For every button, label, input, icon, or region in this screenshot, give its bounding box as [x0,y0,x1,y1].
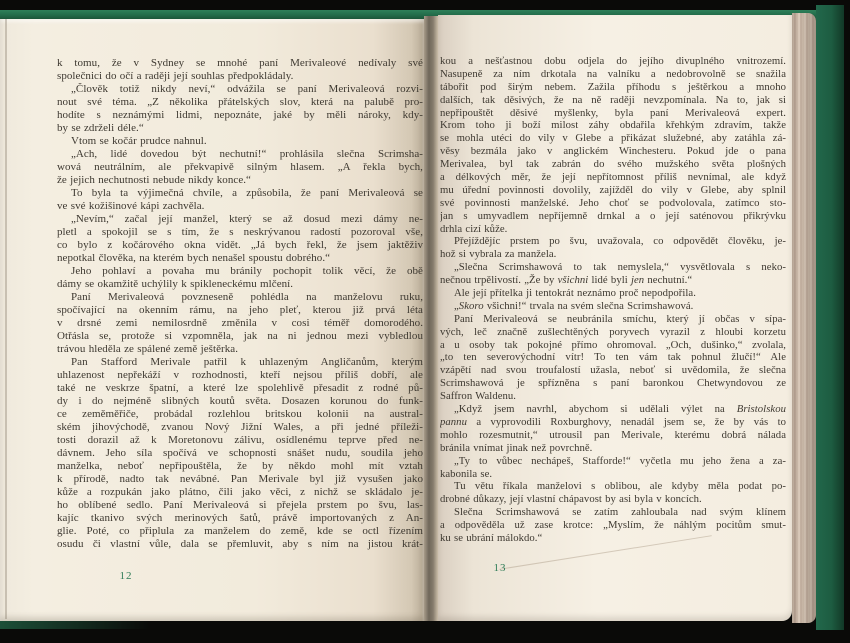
text-line: hodíte s neznámými lidmi, nepoznáte, jaké by měli nároky, kdy- [57,109,423,121]
text-line: ve své kožišinové kápi zachvěla. [57,200,205,212]
text-line: Pan Stafford Merivale patřil k uhlazeným Angličanům, kterým [71,356,423,368]
text-line: Vtom se kočár prudce nahnul. [71,135,207,147]
text-line: mu úřední povinnosti dovolily, zajížděl do vily v Glebe, aby splnil [440,183,786,196]
text-line: Merivalea, byl tak zabrán do svého mužského světa plošných [440,158,786,171]
text-line: „Slečna Scrimshawová to tak nemyslela,“ vysvětlovala s neko- [454,261,786,274]
text-line: by se zdrželi déle.“ [57,122,144,134]
text-line: tábořit pod širým nebem. Zažila příhodu s ještěrkou a mnoho [440,80,786,93]
text-line: k tomu, že v Sydney se mnohé paní Merivaleové nedívaly své [57,57,423,69]
page-edge-stack [792,13,816,623]
text-line: Ale její přítelka ji tentokrát neznámo proč nepodpořila. [454,287,696,300]
text-line: nout své téma. „Z několika přátelských slov, která na palubě pro- [57,96,423,108]
text-line: kůže a rozpukán jako plátno, čili jako věci, z nichž se skládalo je- [57,486,423,498]
text-line: a odpověděla už zase krotce: „Myslím, že náhlým pocitům smut- [440,519,786,532]
text-line: dy i do nejméně slibných koutů světa. Dosazen korunou do funk- [57,395,423,407]
text-line: mohlo rozesmutnit,“ utrousil pan Merivale, kterému dobrá nálada [440,428,786,441]
text-line: společnici do očí a raději její souhlas předpokládaly. [57,70,294,82]
right-page-text-block [440,55,786,545]
text-line: „Člověk totiž nikdy neví,“ odvážila se paní Merivaleová rozvi- [71,83,423,95]
text-line: a délkových měr, že její nepřítomnost příliš nevnímal, ale když [440,171,786,184]
text-line: „Skoro všichni!“ trvala na svém slečna Scrimshawová. [454,299,694,312]
book-gutter-shadow [424,16,438,621]
text-line: ho oblíbené sedlo. Paní Merivaleová si přejela prstem po švu, las- [57,499,423,511]
text-line: co bylo z kočárového okna vidět. „Já bych řekl, že jsem jaktěživ [57,239,423,251]
text-line: Otřásla se, protože si vzpomněla, jak na ni jednou mezi vybledlou [57,330,423,342]
text-line: nepřipouštět děsivé myšlenky, byla paní Merivaleová expert. [440,106,786,119]
text-line: Krom toho ji boží milost záhy obdařila křehkým zdravím, takže [440,119,786,132]
text-line: glie. Poté, co připlula za manželem do země, kde se octl řízením [57,525,423,537]
text-line: tosti dorazil až k Moretonovu zálivu, osídlenému teprve před ne- [57,434,423,446]
text-line: také ne veskrze špatní, a které lze spolehlivě přesadit z rodné pů- [57,382,423,394]
text-line: hož si vybrala za manžela. [440,248,557,261]
text-line: v drsné zemi nemilosrdně změnila v cosi téměř domorodého. [57,317,423,329]
text-line: kou a nešťastnou dobu odjela do jejího divuplného vnitrozemí. [440,55,786,67]
text-line: Paní Merivaleová povzneseně pohlédla na manželovu ruku, [71,291,423,303]
text-line: ském jihovýchodě, zvanou Nový Jižní Wales, a při jedné příleži- [57,421,423,433]
text-line: dalších, tak děsivých, že na ně raději nevzpomínala. Na to, jak si [440,93,786,106]
text-line: trávou hleděla ze spálené země ještěrka. [57,343,239,355]
text-line: To byla ta výjimečná chvíle, a způsobila, že paní Merivaleová se [71,187,423,199]
text-line: kajíc tkanivo svých merinových šatů, právě importovaných z An- [57,512,423,524]
text-line: Jeho pohlaví a povaha mu bránily pochopit tolik věcí, že obě [71,265,423,277]
text-line: Saffron Waldenu. [440,390,517,403]
text-line: dávnem. Jeho síla spočívá ve schopnosti snášet nudu, soudila jeho [57,447,423,459]
text-line: „Nevím,“ začal její manžel, který se až dosud mezi dámy ne- [71,213,423,225]
text-line: Paní Merivaleová se neubránila smíchu, který jí občas v sípa- [454,312,786,325]
book-cover-bottom-edge [0,621,150,629]
text-line: manželka, neboť nepřipouštěla, že by někdo mohl mít vztah [57,460,423,472]
text-line: své povinnosti manželské. Jeho choť se podvolovala, zatímco sto- [440,196,786,209]
text-line: spočívající na okenním rámu, na jeho pleť, kterou již prvá léta [57,304,423,316]
text-line: vých, leč značně zušlechtěných poryvech vyrazil z hloubi korzetu [440,325,786,338]
text-line: Tu větu říkala manželovi s oblibou, ale kdyby měla podat po- [454,480,786,493]
text-line: bránila vnímat jinak než povrchně. [440,441,593,454]
text-line: drobné důkazy, její vlastní chápavost by asi byla v koncích. [440,493,702,506]
text-line: „to ten severovýchodní vítr! To ten vám tak pohnul žlučí!“ Ale [440,351,786,364]
text-line: vzápětí nad svou troufalostí užasla, neboť si uvědomila, že slečna [440,364,786,377]
text-line: uhlazenost nepřekáží v rozhodnosti, kteří nejsou příliš dobří, ale [57,369,423,381]
text-line: drhla cizí kůže. [440,222,508,235]
text-line: „Ty to vůbec nechápeš, Stafforde!“ vyčetla mu jeho žena a za- [454,454,786,467]
text-line: věsy bezmála jako v anglickém Winchesteru. Pokud jde o pana [440,145,786,158]
text-line: kabonila se. [440,467,493,480]
text-line: ku se ubrání málokdo.“ [440,531,543,544]
right-page-number: 13 [493,562,507,574]
text-line: pannu a vyprovodili Roxburghovy, nenadál jsem se, že by vás to [440,415,786,428]
text-line: „Ach, lidé dovedou být nechutní!“ prohlásila slečna Scrimsha- [71,148,423,160]
text-line: k přírodě, nadto tak nevábné. Pan Merivale byl již vysušen jako [57,473,423,485]
text-line: ce zeměměřiče, probádal rozlehlou britskou kolonii na austral- [57,408,423,420]
text-line: že jejich nechutnosti nebude nikdy konce.“ [57,174,251,186]
text-line: nepotkal člověka, na kterém bych nenašel spoustu dobrého.“ [57,252,331,264]
text-line: „Když jsem navrhl, abychom si udělali výlet na Bristolskou [454,403,786,416]
text-line: wová neutrálním, ale překvapivě silným hlasem. „A řekla bych, [57,161,423,173]
text-line: pletl a spokojil se s tím, že s neskrývanou radostí pozoroval vše, [57,226,423,238]
text-line: Slečna Scrimshawová se zatím zahloubala nad svým klínem [454,506,786,519]
left-page-crease [5,19,7,619]
text-line: dámy se okamžitě uchýlily k spikleneckému mlčení. [57,278,294,290]
text-line: nečnou trpělivostí. „Že by všichni lidé byli jen nechutní.“ [440,274,693,287]
left-page-number: 12 [119,570,133,582]
text-line: se mohla utéci do vily v Glebe a přikázat služebné, aby zatáhla zá- [440,132,786,145]
book-cover-right-edge [816,5,844,630]
text-line: Scrimshawová je spřízněna s paní baronkou Chetwyndovou ze [440,377,786,390]
text-line: osudu či vlastní vůle, dala se přemluvit, aby s ním na jistou krát- [57,538,423,550]
text-line: jan s umyvadlem nepříjemně drnkal a o její saténovou přikrývku [440,209,786,222]
text-line: a u osoby tak pokojné přímo ohromoval. „Och, dušinko,“ zvolala, [440,338,786,351]
left-page-text-block [57,57,423,551]
text-line: Nasupeně za ním drkotala na valníku a nedobrovolně se snažila [440,67,786,80]
text-line: Přejíždějíc prstem po švu, uvažovala, co odpovědět člověku, je- [454,235,786,248]
